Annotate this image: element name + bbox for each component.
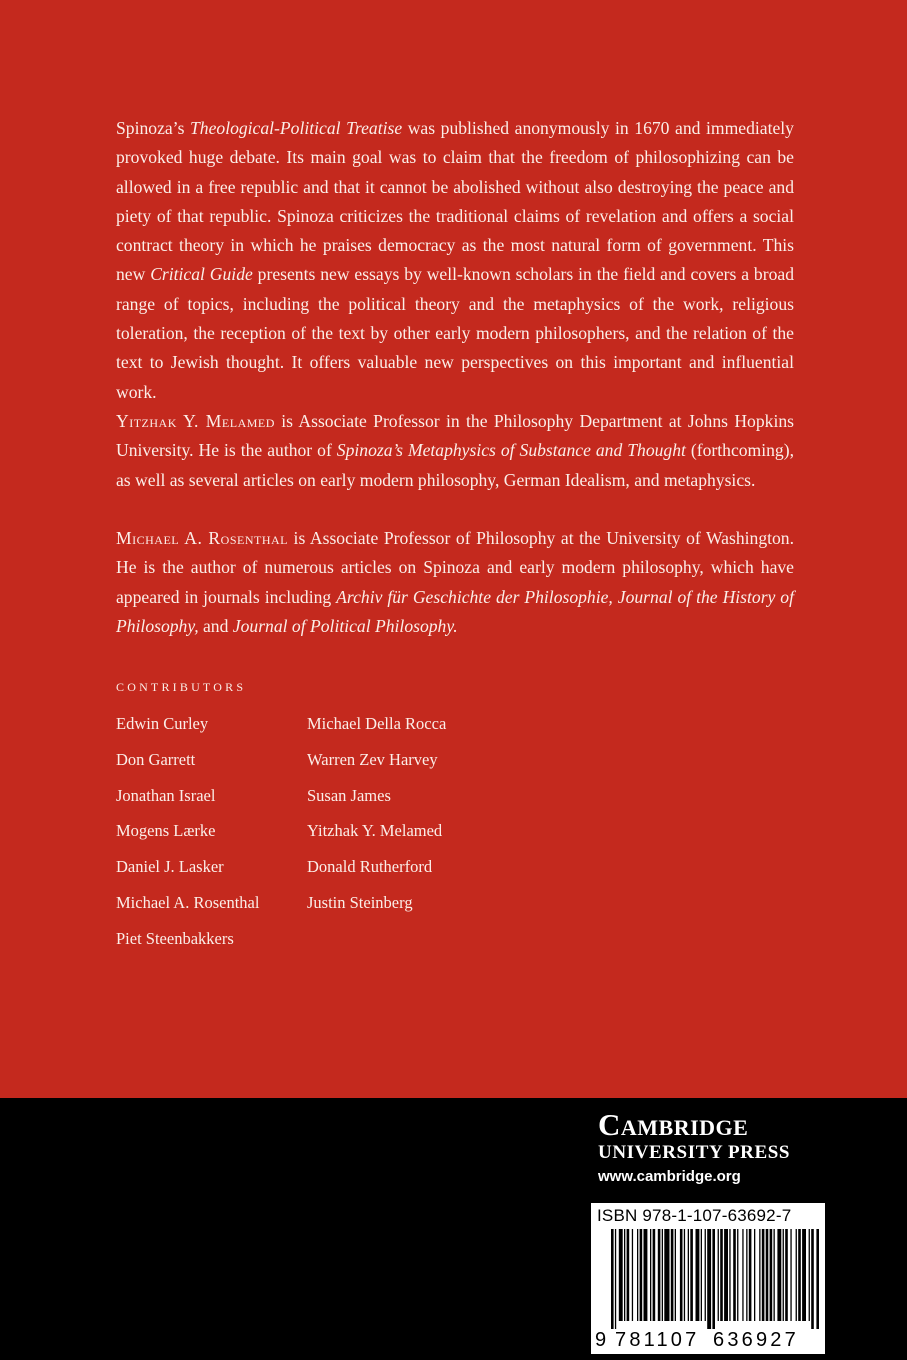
contributor-name: Michael Della Rocca xyxy=(307,714,447,733)
barcode-bar xyxy=(615,1229,616,1329)
publisher-url: www.cambridge.org xyxy=(598,1168,741,1185)
barcode-bar xyxy=(637,1229,638,1321)
contributor-name: Edwin Curley xyxy=(116,714,209,733)
contributor-name: Susan James xyxy=(307,785,391,805)
barcode-bar xyxy=(733,1229,736,1321)
barcode-bar xyxy=(777,1229,781,1321)
barcode-bar xyxy=(802,1229,806,1321)
contributor-name: Piet Steenbakkers xyxy=(116,928,234,948)
barcode-bar xyxy=(796,1229,797,1321)
editor-name: Michael A. Rosenthal xyxy=(116,528,288,548)
barcode-bar xyxy=(644,1229,648,1321)
book-title: Theological-Political Treatise xyxy=(190,118,403,138)
barcode-bar xyxy=(754,1229,755,1321)
editor-name: Yitzhak Y. Melamed xyxy=(116,411,275,431)
barcode-bar xyxy=(712,1229,715,1329)
barcode-bar xyxy=(688,1229,689,1321)
contributors-list-right xyxy=(307,711,446,926)
barcode-bar xyxy=(680,1229,683,1321)
contributor-name: Yitzhak Y. Melamed xyxy=(307,821,443,841)
barcode-bar xyxy=(650,1229,651,1321)
series-name: Critical Guide xyxy=(150,264,253,285)
barcode-bar xyxy=(720,1229,723,1321)
barcode-bar xyxy=(627,1229,630,1321)
barcode-bar xyxy=(624,1229,625,1321)
barcode-bar xyxy=(658,1229,661,1321)
barcode-bar xyxy=(783,1229,784,1321)
barcode-bar xyxy=(640,1229,643,1321)
barcode-bar xyxy=(798,1229,801,1321)
barcode-bars xyxy=(595,1229,821,1329)
book-description: Spinoza’s Theological-Political Treatise was published anonymously in 1670 and immediately provoked huge debate. Its main goal was to claim that the freedom of philosophizing can be allowed in a free republic and that it cannot be abolished without also destroying the peace and piety of that republic. Spinoza criticizes the traditional claims of revelation and offers a social contract theory in which he praises democracy as the most natural form of government. This new Critical Guide presents new essays by well-known scholars in the field and covers a broad range of topics, including the political theory and the metaphysics of the work, religious toleration, the reception of the text by other early modern philosophers, and the relation of the text to Jewish thought. It offers valuable new perspectives on this important and influential work. xyxy=(116,118,794,402)
contributor-name: Jonathan Israel xyxy=(116,785,216,805)
isbn-label: ISBN 978-1-107-63692-7 xyxy=(597,1206,792,1225)
barcode-bar xyxy=(811,1229,814,1329)
isbn-barcode xyxy=(591,1203,825,1354)
contributors-heading: CONTRIBUTORS xyxy=(116,680,247,694)
contributors-list-left xyxy=(116,711,259,962)
barcode-bar xyxy=(737,1229,738,1321)
publisher-subtitle: UNIVERSITY PRESS xyxy=(598,1142,791,1163)
barcode-bar xyxy=(684,1229,685,1321)
editor-bio-rosenthal: Michael A. Rosenthal is Associate Professor of Philosophy at the University of Washington. He is the author of numerous articles on Spinoza and early modern philosophy, which have appeared in journals including Archiv für Geschichte der Philosophie, Journal of the History of Philosophy, and Journal of Political Philosophy. xyxy=(116,528,794,636)
contributor-name: Daniel J. Lasker xyxy=(116,857,224,877)
barcode-bar xyxy=(746,1229,747,1321)
barcode-bar xyxy=(770,1229,773,1321)
barcode-bar xyxy=(749,1229,752,1321)
barcode-bar xyxy=(653,1229,656,1321)
contributor-name: Justin Steinberg xyxy=(307,892,413,912)
barcode-bar xyxy=(611,1229,614,1329)
barcode-bar xyxy=(707,1229,711,1329)
barcode-bar xyxy=(675,1229,676,1321)
contributor-name: Donald Rutherford xyxy=(307,857,433,877)
barcode-bar xyxy=(759,1229,760,1321)
barcode-bar xyxy=(785,1229,788,1321)
barcode-bar xyxy=(809,1229,810,1321)
contributor-name: Warren Zev Harvey xyxy=(307,749,438,769)
barcode-bar xyxy=(766,1229,769,1321)
barcode-bar xyxy=(671,1229,674,1321)
barcode-bar xyxy=(816,1229,819,1329)
barcode-bar xyxy=(696,1229,700,1321)
barcode-bar xyxy=(690,1229,693,1321)
barcode-bar xyxy=(790,1229,791,1321)
barcode-bar xyxy=(762,1229,765,1321)
ean-left-group: 781107 xyxy=(615,1329,700,1351)
barcode-bar xyxy=(774,1229,775,1321)
barcode-bar xyxy=(664,1229,669,1321)
barcode-bar xyxy=(718,1229,719,1321)
barcode-bar xyxy=(705,1229,706,1321)
publisher-logo-name: Cambridge xyxy=(598,1107,749,1142)
barcode-bar xyxy=(724,1229,728,1321)
ean-right-group: 636927 xyxy=(713,1329,799,1351)
contributor-name: Don Garrett xyxy=(116,749,196,769)
contributor-name: Mogens Lærke xyxy=(116,821,216,841)
barcode-bar xyxy=(662,1229,663,1321)
barcode-bar xyxy=(729,1229,730,1321)
contributor-name: Michael A. Rosenthal xyxy=(116,892,260,912)
editor-bio-melamed: Yitzhak Y. Melamed is Associate Professor in the Philosophy Department at Johns Hopkins University. He is the author of Spinoza’s Metaphysics of Substance and Thought (forthcoming), as well as several articles on early modern philosophy, German Idealism, and metaphysics. xyxy=(116,411,794,490)
ean-first-digit: 9 xyxy=(595,1329,607,1351)
barcode-bar xyxy=(619,1229,623,1321)
barcode-bar xyxy=(701,1229,702,1321)
barcode-bar xyxy=(632,1229,633,1321)
barcode-bar xyxy=(742,1229,743,1321)
